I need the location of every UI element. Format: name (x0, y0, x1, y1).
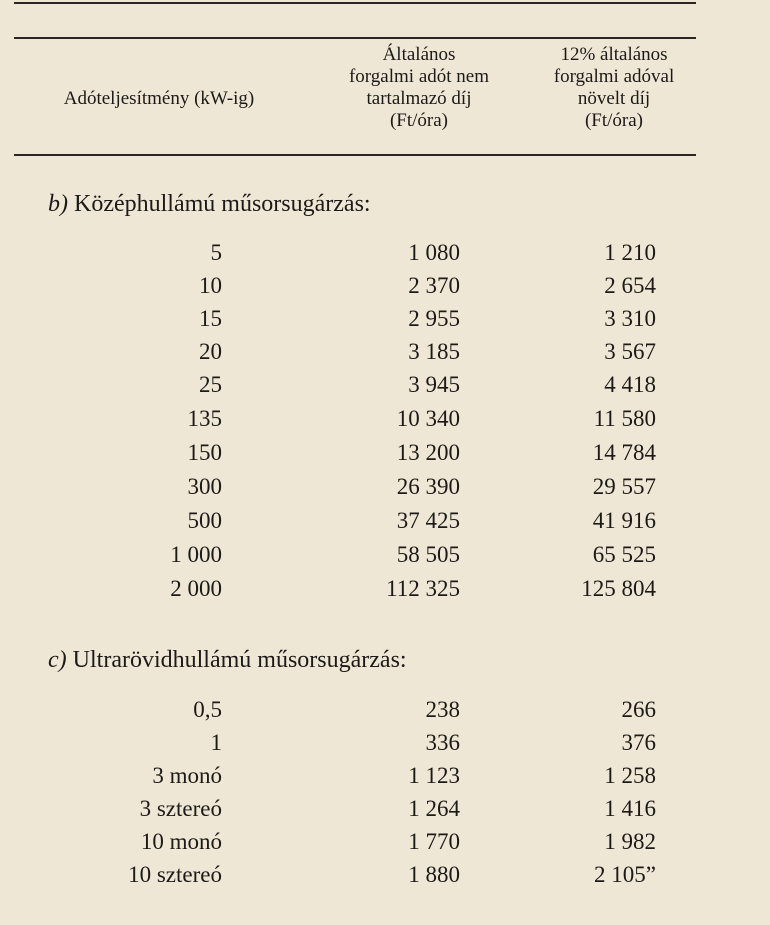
gross-fee-cell: 41 916 (592, 508, 656, 533)
power-cell: 2 000 (170, 576, 222, 601)
net-fee-cell: 1 770 (408, 829, 460, 854)
section-b-heading (48, 191, 371, 218)
section-title: Ultrarövidhullámú műsorsugárzás: (72, 647, 407, 673)
power-cell: 15 (199, 306, 222, 331)
net-fee-cell: 112 325 (386, 576, 460, 601)
header-line: növelt díj (577, 88, 651, 109)
net-fee-cell: 1 264 (408, 796, 460, 821)
net-fee-cell: 26 390 (396, 474, 460, 499)
table-row (0, 576, 770, 609)
gross-fee-cell: 376 (621, 730, 656, 755)
gross-fee-cell: 125 804 (581, 576, 656, 601)
table-row (0, 763, 770, 796)
table-header (14, 44, 696, 152)
header-line: forgalmi adóval (553, 66, 675, 87)
power-cell: 135 (187, 406, 222, 431)
table-row (0, 306, 770, 339)
header-bottom-rule (14, 154, 696, 156)
power-cell: 500 (187, 508, 222, 533)
net-fee-cell: 2 370 (408, 273, 460, 298)
table-row (0, 474, 770, 507)
power-cell: 5 (210, 240, 222, 265)
gross-fee-cell: 1 258 (604, 763, 656, 788)
header-net-fee-column (304, 44, 534, 132)
power-cell: 10 monó (140, 829, 222, 854)
section-title: Középhullámú műsorsugárzás: (74, 191, 371, 217)
table-row (0, 508, 770, 541)
table-row (0, 542, 770, 575)
section-letter: b) (48, 191, 68, 217)
gross-fee-cell: 2 105” (594, 862, 656, 887)
table-row (0, 406, 770, 439)
header-line: (Ft/óra) (584, 110, 644, 131)
net-fee-cell: 1 123 (408, 763, 460, 788)
net-fee-cell: 10 340 (396, 406, 460, 431)
gross-fee-cell: 4 418 (604, 372, 656, 397)
net-fee-cell: 58 505 (396, 542, 460, 567)
table-row (0, 240, 770, 273)
table-row (0, 339, 770, 372)
power-cell: 10 (199, 273, 222, 298)
net-fee-cell: 1 880 (408, 862, 460, 887)
net-fee-cell: 1 080 (408, 240, 460, 265)
table-row (0, 372, 770, 405)
table-row (0, 829, 770, 862)
power-cell: 1 (210, 730, 222, 755)
power-cell: 300 (187, 474, 222, 499)
top-rule (14, 2, 696, 4)
net-fee-cell: 3 945 (408, 372, 460, 397)
power-cell: 25 (199, 372, 222, 397)
power-cell: 1 000 (170, 542, 222, 567)
table-row (0, 862, 770, 895)
table-row (0, 440, 770, 473)
table-row (0, 730, 770, 763)
power-cell: 10 sztereó (128, 862, 222, 887)
gross-fee-cell: 3 310 (604, 306, 656, 331)
header-power-column (14, 88, 304, 110)
header-line: 12% általános (560, 44, 668, 65)
gross-fee-cell: 1 210 (604, 240, 656, 265)
net-fee-cell: 13 200 (396, 440, 460, 465)
gross-fee-cell: 11 580 (593, 406, 656, 431)
header-top-rule (14, 37, 696, 39)
gross-fee-cell: 65 525 (592, 542, 656, 567)
gross-fee-cell: 3 567 (604, 339, 656, 364)
table-row (0, 273, 770, 306)
net-fee-cell: 336 (425, 730, 460, 755)
net-fee-cell: 3 185 (408, 339, 460, 364)
section-c-heading (48, 647, 407, 674)
power-cell: 3 sztereó (139, 796, 222, 821)
table-row (0, 697, 770, 730)
header-line: Általános (382, 44, 456, 65)
table-row (0, 796, 770, 829)
header-gross-fee-column (514, 44, 714, 132)
net-fee-cell: 37 425 (396, 508, 460, 533)
net-fee-cell: 2 955 (408, 306, 460, 331)
gross-fee-cell: 1 982 (604, 829, 656, 854)
header-line: forgalmi adót nem (348, 66, 489, 87)
power-cell: 20 (199, 339, 222, 364)
header-line: (Ft/óra) (389, 110, 449, 131)
gross-fee-cell: 1 416 (604, 796, 656, 821)
header-power-label: Adóteljesítmény (kW-ig) (63, 88, 255, 109)
gross-fee-cell: 29 557 (592, 474, 656, 499)
section-letter: c) (48, 647, 67, 673)
gross-fee-cell: 14 784 (592, 440, 656, 465)
power-cell: 0,5 (193, 697, 222, 722)
header-line: tartalmazó díj (366, 88, 472, 109)
power-cell: 150 (187, 440, 222, 465)
gross-fee-cell: 2 654 (604, 273, 656, 298)
gross-fee-cell: 266 (621, 697, 656, 722)
net-fee-cell: 238 (425, 697, 460, 722)
power-cell: 3 monó (152, 763, 222, 788)
